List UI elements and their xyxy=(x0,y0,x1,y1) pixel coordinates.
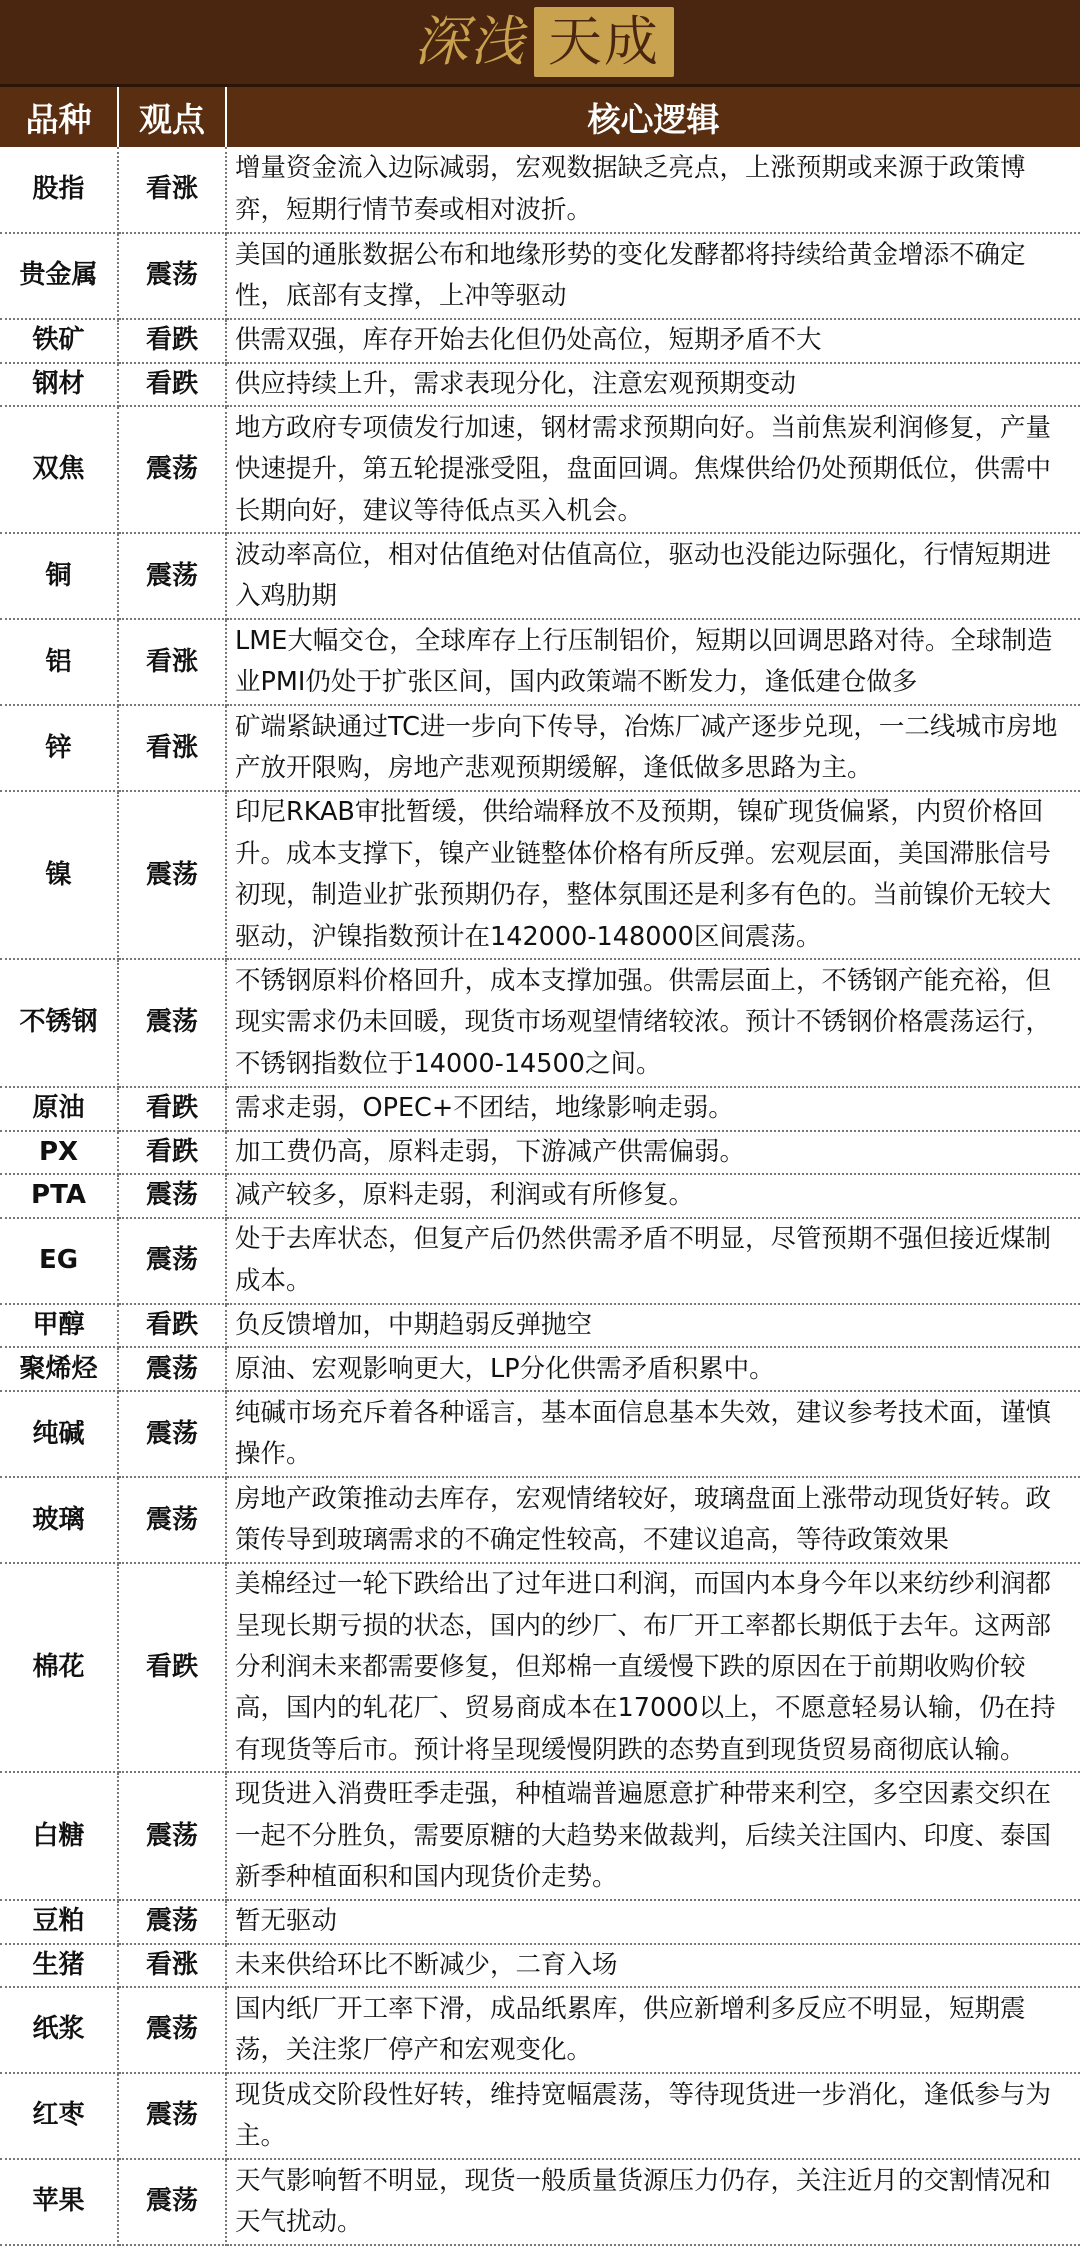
row-logic: 原油、宏观影响更大，LP分化供需矛盾积累中。 xyxy=(226,1347,1080,1391)
row-variety: 甲醇 xyxy=(0,1304,118,1347)
row-variety: 铁矿 xyxy=(0,319,118,363)
table-row xyxy=(0,533,1080,619)
row-variety: 股指 xyxy=(0,147,118,233)
row-view: 震荡 xyxy=(118,791,226,959)
table-row xyxy=(0,319,1080,363)
row-variety: PTA xyxy=(0,1174,118,1217)
row-view: 震荡 xyxy=(118,233,226,319)
table-row xyxy=(0,1347,1080,1391)
table-row xyxy=(0,791,1080,959)
row-view: 震荡 xyxy=(118,406,226,533)
row-variety: 不锈钢 xyxy=(0,959,118,1087)
table-row xyxy=(0,1218,1080,1304)
row-view: 震荡 xyxy=(118,533,226,619)
row-variety: 纸浆 xyxy=(0,1987,118,2073)
header-banner xyxy=(0,0,1080,87)
table-row xyxy=(0,1477,1080,1563)
table-row xyxy=(0,1087,1080,1131)
row-view: 震荡 xyxy=(118,1900,226,1943)
row-view: 看涨 xyxy=(118,147,226,233)
row-variety: 苹果 xyxy=(0,2159,118,2245)
row-view: 震荡 xyxy=(118,1987,226,2073)
row-logic: 需求走弱，OPEC+不团结，地缘影响走弱。 xyxy=(226,1087,1080,1131)
row-logic: 美国的通胀数据公布和地缘形势的变化发酵都将持续给黄金增添不确定性，底部有支撑，上冲等驱动 xyxy=(226,233,1080,319)
table-row xyxy=(0,406,1080,533)
row-variety: 生猪 xyxy=(0,1944,118,1987)
row-logic: 加工费仍高，原料走弱，下游减产供需偏弱。 xyxy=(226,1131,1080,1174)
table-row xyxy=(0,363,1080,406)
row-logic: 国内纸厂开工率下滑，成品纸累库，供应新增利多反应不明显，短期震荡，关注浆厂停产和宏观变化。 xyxy=(226,1987,1080,2073)
brand-logo-left: 深浅 xyxy=(414,10,526,73)
row-logic: 现货进入消费旺季走强，种植端普遍愿意扩种带来利空，多空因素交织在一起不分胜负，需要原糖的大趋势来做裁判，后续关注国内、印度、泰国新季种植面积和国内现货价走势。 xyxy=(226,1772,1080,1900)
row-variety: 聚烯烃 xyxy=(0,1347,118,1391)
table-row xyxy=(0,147,1080,233)
row-logic: 美棉经过一轮下跌给出了过年进口利润，而国内本身今年以来纺纱利润都呈现长期亏损的状态，国内的纱厂、布厂开工率都长期低于去年。这两部分利润未来都需要修复，但郑棉一直缓慢下跌的原因在于前期收购价较高，国内的轧花厂、贸易商成本在17000以上，不愿意轻易认输，仍在持有现货等后市。预计将呈现缓慢阴跌的态势直到现货贸易商彻底认输。 xyxy=(226,1563,1080,1772)
row-variety: 镍 xyxy=(0,791,118,959)
row-view: 看涨 xyxy=(118,1944,226,1987)
header-view: 观点 xyxy=(118,87,226,147)
row-view: 看跌 xyxy=(118,1087,226,1131)
table-row xyxy=(0,233,1080,319)
commodity-outlook-table xyxy=(0,87,1080,2246)
table-row xyxy=(0,1131,1080,1174)
row-variety: 棉花 xyxy=(0,1563,118,1772)
row-logic: 天气影响暂不明显，现货一般质量货源压力仍存，关注近月的交割情况和天气扰动。 xyxy=(226,2159,1080,2245)
row-variety: 贵金属 xyxy=(0,233,118,319)
table-row xyxy=(0,1987,1080,2073)
row-variety: 豆粕 xyxy=(0,1900,118,1943)
row-view: 震荡 xyxy=(118,1218,226,1304)
row-view: 看涨 xyxy=(118,705,226,791)
row-variety: 玻璃 xyxy=(0,1477,118,1563)
row-view: 震荡 xyxy=(118,1772,226,1900)
row-view: 看跌 xyxy=(118,1304,226,1347)
row-logic: LME大幅交仓，全球库存上行压制铝价，短期以回调思路对待。全球制造业PMI仍处于扩张区间，国内政策端不断发力，逢低建仓做多 xyxy=(226,619,1080,705)
table-body xyxy=(0,147,1080,2245)
table-row xyxy=(0,959,1080,1087)
row-view: 震荡 xyxy=(118,1174,226,1217)
row-logic: 房地产政策推动去库存，宏观情绪较好，玻璃盘面上涨带动现货好转。政策传导到玻璃需求的不确定性较高，不建议追高，等待政策效果 xyxy=(226,1477,1080,1563)
row-logic: 不锈钢原料价格回升，成本支撑加强。供需层面上，不锈钢产能充裕，但现实需求仍未回暖，现货市场观望情绪较浓。预计不锈钢价格震荡运行，不锈钢指数位于14000-14500之间。 xyxy=(226,959,1080,1087)
row-view: 震荡 xyxy=(118,1391,226,1477)
table-row xyxy=(0,2073,1080,2159)
row-variety: PX xyxy=(0,1131,118,1174)
row-variety: 双焦 xyxy=(0,406,118,533)
row-variety: EG xyxy=(0,1218,118,1304)
row-view: 看跌 xyxy=(118,1131,226,1174)
row-view: 震荡 xyxy=(118,2159,226,2245)
brand-logo-right: 天成 xyxy=(534,7,674,77)
row-variety: 原油 xyxy=(0,1087,118,1131)
header-logic: 核心逻辑 xyxy=(226,87,1080,147)
row-view: 看跌 xyxy=(118,319,226,363)
table-header-row xyxy=(0,87,1080,147)
row-variety: 铜 xyxy=(0,533,118,619)
table-row xyxy=(0,1900,1080,1943)
row-view: 看涨 xyxy=(118,619,226,705)
row-logic: 负反馈增加，中期趋弱反弹抛空 xyxy=(226,1304,1080,1347)
row-view: 震荡 xyxy=(118,2073,226,2159)
row-logic: 纯碱市场充斥着各种谣言，基本面信息基本失效，建议参考技术面，谨慎操作。 xyxy=(226,1391,1080,1477)
row-logic: 暂无驱动 xyxy=(226,1900,1080,1943)
table-row xyxy=(0,705,1080,791)
row-logic: 供应持续上升，需求表现分化，注意宏观预期变动 xyxy=(226,363,1080,406)
row-logic: 增量资金流入边际减弱，宏观数据缺乏亮点，上涨预期或来源于政策博弈，短期行情节奏或相对波折。 xyxy=(226,147,1080,233)
row-variety: 白糖 xyxy=(0,1772,118,1900)
table-row xyxy=(0,1304,1080,1347)
row-view: 看跌 xyxy=(118,1563,226,1772)
row-logic: 减产较多，原料走弱，利润或有所修复。 xyxy=(226,1174,1080,1217)
row-view: 看跌 xyxy=(118,363,226,406)
row-logic: 现货成交阶段性好转，维持宽幅震荡，等待现货进一步消化，逢低参与为主。 xyxy=(226,2073,1080,2159)
table-row xyxy=(0,1391,1080,1477)
row-variety: 铝 xyxy=(0,619,118,705)
row-logic: 印尼RKAB审批暂缓，供给端释放不及预期，镍矿现货偏紧，内贸价格回升。成本支撑下，镍产业链整体价格有所反弹。宏观层面，美国滞胀信号初现，制造业扩张预期仍存，整体氛围还是利多有色的。当前镍价无较大驱动，沪镍指数预计在142000-148000区间震荡。 xyxy=(226,791,1080,959)
row-view: 震荡 xyxy=(118,1477,226,1563)
row-variety: 红枣 xyxy=(0,2073,118,2159)
row-logic: 供需双强，库存开始去化但仍处高位，短期矛盾不大 xyxy=(226,319,1080,363)
table-row xyxy=(0,1944,1080,1987)
table-row xyxy=(0,619,1080,705)
row-logic: 矿端紧缺通过TC进一步向下传导，冶炼厂减产逐步兑现，一二线城市房地产放开限购，房地产悲观预期缓解，逢低做多思路为主。 xyxy=(226,705,1080,791)
brand-logo xyxy=(406,7,674,77)
table-row xyxy=(0,1772,1080,1900)
table-row xyxy=(0,1174,1080,1217)
row-variety: 锌 xyxy=(0,705,118,791)
row-variety: 钢材 xyxy=(0,363,118,406)
row-variety: 纯碱 xyxy=(0,1391,118,1477)
header-variety: 品种 xyxy=(0,87,118,147)
row-logic: 处于去库状态，但复产后仍然供需矛盾不明显，尽管预期不强但接近煤制成本。 xyxy=(226,1218,1080,1304)
row-logic: 波动率高位，相对估值绝对估值高位，驱动也没能边际强化，行情短期进入鸡肋期 xyxy=(226,533,1080,619)
row-logic: 未来供给环比不断减少，二育入场 xyxy=(226,1944,1080,1987)
row-view: 震荡 xyxy=(118,959,226,1087)
row-logic: 地方政府专项债发行加速，钢材需求预期向好。当前焦炭利润修复，产量快速提升，第五轮提涨受阻，盘面回调。焦煤供给仍处预期低位，供需中长期向好，建议等待低点买入机会。 xyxy=(226,406,1080,533)
table-row xyxy=(0,1563,1080,1772)
table-row xyxy=(0,2159,1080,2245)
row-view: 震荡 xyxy=(118,1347,226,1391)
